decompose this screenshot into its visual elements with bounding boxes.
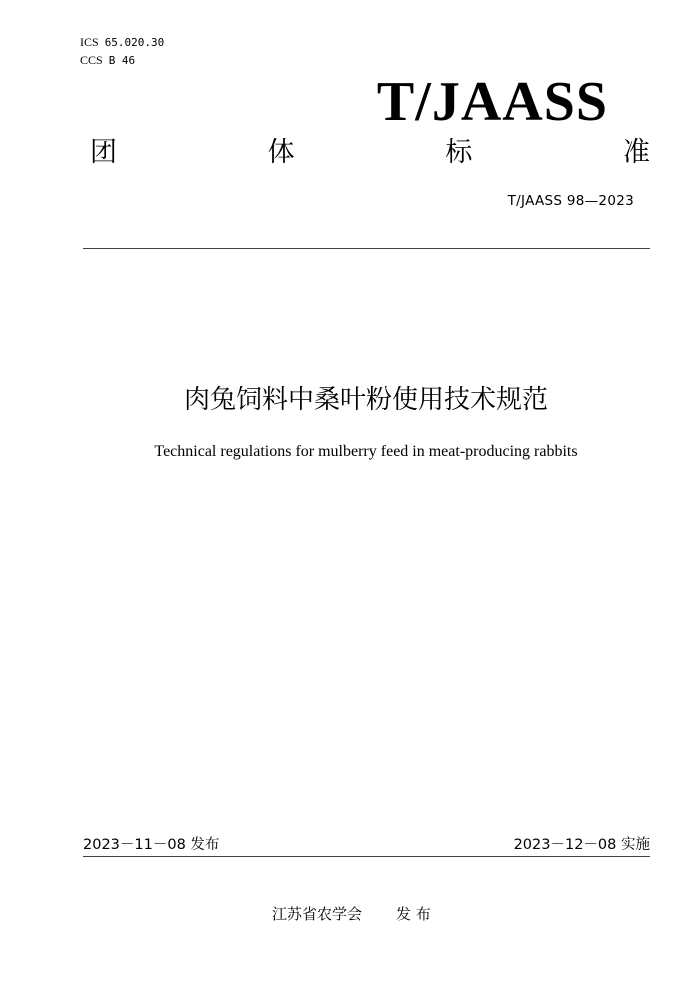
implementation-date: 2023－12－08 实施: [513, 837, 650, 853]
title-chinese: 肉兔饲料中桑叶粉使用技术规范: [183, 385, 548, 415]
bottom-divider: [83, 856, 650, 857]
publisher-action: 发 布: [396, 905, 431, 923]
publisher-name: 江苏省农学会: [272, 905, 363, 923]
standard-type-char: 标: [445, 137, 473, 168]
title-english: Technical regulations for mulberry feed in meat-producing rabbits: [154, 443, 578, 460]
top-divider: [83, 248, 650, 249]
ccs-code: B 46: [108, 54, 136, 67]
standard-type-char: 团: [90, 137, 117, 168]
standard-type-char: 体: [267, 137, 295, 168]
ics-code: 65.020.30: [104, 36, 165, 49]
issue-date: 2023－11－08 发布: [83, 837, 220, 853]
organization-logo: T/JAASS: [376, 71, 608, 133]
standard-number: T/JAASS 98—2023: [507, 193, 634, 209]
ccs-label: CCS: [80, 53, 103, 67]
ccs-line: [80, 52, 135, 69]
publisher-line: [272, 904, 431, 924]
standard-type-heading: [90, 136, 650, 170]
ics-label: ICS: [80, 35, 99, 49]
standard-type-char: 准: [622, 137, 650, 168]
ics-line: [80, 34, 164, 51]
